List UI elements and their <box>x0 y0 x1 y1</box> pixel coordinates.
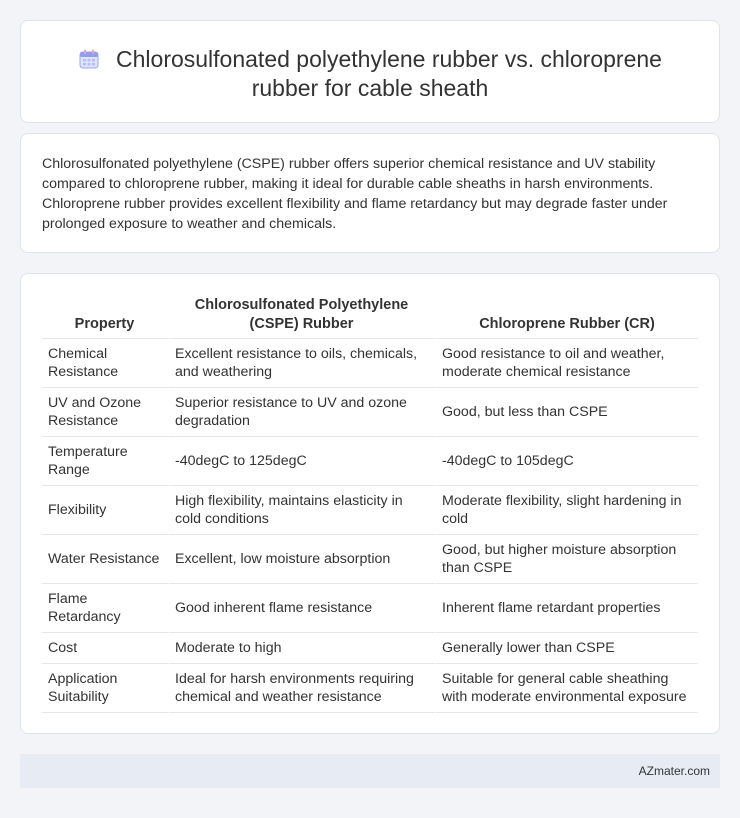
property-cell: Chemical Resistance <box>42 339 169 388</box>
cr-cell: Good resistance to oil and weather, moderate chemical resistance <box>436 339 698 388</box>
column-header-cspe: Chlorosulfonated Polyethylene (CSPE) Rubber <box>169 290 436 339</box>
cr-cell: Good, but less than CSPE <box>436 388 698 437</box>
cspe-cell: Excellent resistance to oils, chemicals, and weathering <box>169 339 436 388</box>
cspe-cell: -40degC to 125degC <box>169 437 436 486</box>
cspe-cell: Superior resistance to UV and ozone degradation <box>169 388 436 437</box>
footer-brand: AZmater.com <box>638 764 710 778</box>
cspe-cell: Ideal for harsh environments requiring chemical and weather resistance <box>169 664 436 713</box>
property-cell: Cost <box>42 633 169 664</box>
property-cell: Application Suitability <box>42 664 169 713</box>
table-row <box>42 535 698 584</box>
table-row <box>42 388 698 437</box>
table-row <box>42 664 698 713</box>
cr-cell: -40degC to 105degC <box>436 437 698 486</box>
table-row <box>42 339 698 388</box>
column-header-cr: Chloroprene Rubber (CR) <box>436 290 698 339</box>
table-header-row <box>42 290 698 339</box>
cr-cell: Inherent flame retardant properties <box>436 584 698 633</box>
property-cell: Flexibility <box>42 486 169 535</box>
cr-cell: Good, but higher moisture absorption than CSPE <box>436 535 698 584</box>
table-row <box>42 437 698 486</box>
cr-cell: Moderate flexibility, slight hardening in cold <box>436 486 698 535</box>
property-cell: Flame Retardancy <box>42 584 169 633</box>
comparison-table-card <box>20 273 720 734</box>
page-title: Chlorosulfonated polyethylene rubber vs. chloroprene rubber for cable sheath <box>116 46 662 101</box>
cspe-cell: High flexibility, maintains elasticity in cold conditions <box>169 486 436 535</box>
summary-text: Chlorosulfonated polyethylene (CSPE) rubber offers superior chemical resistance and UV stability compared to chloroprene rubber, making it ideal for durable cable sheaths in harsh environments. Chloroprene rubber provides excellent flexibility and flame retardancy but may degrade faster under prolonged exposure to weather and chemicals. <box>42 156 668 232</box>
cspe-cell: Moderate to high <box>169 633 436 664</box>
footer-bar <box>20 754 720 788</box>
property-cell: Water Resistance <box>42 535 169 584</box>
summary-card <box>20 133 720 253</box>
cspe-cell: Good inherent flame resistance <box>169 584 436 633</box>
property-cell: Temperature Range <box>42 437 169 486</box>
cspe-cell: Excellent, low moisture absorption <box>169 535 436 584</box>
table-row <box>42 584 698 633</box>
property-cell: UV and Ozone Resistance <box>42 388 169 437</box>
calendar-icon <box>78 48 100 70</box>
column-header-property: Property <box>42 290 169 339</box>
table-row <box>42 633 698 664</box>
title-card <box>20 20 720 123</box>
cr-cell: Generally lower than CSPE <box>436 633 698 664</box>
cr-cell: Suitable for general cable sheathing with moderate environmental exposure <box>436 664 698 713</box>
comparison-table <box>42 290 698 713</box>
page-title-wrap <box>21 45 719 103</box>
table-row <box>42 486 698 535</box>
